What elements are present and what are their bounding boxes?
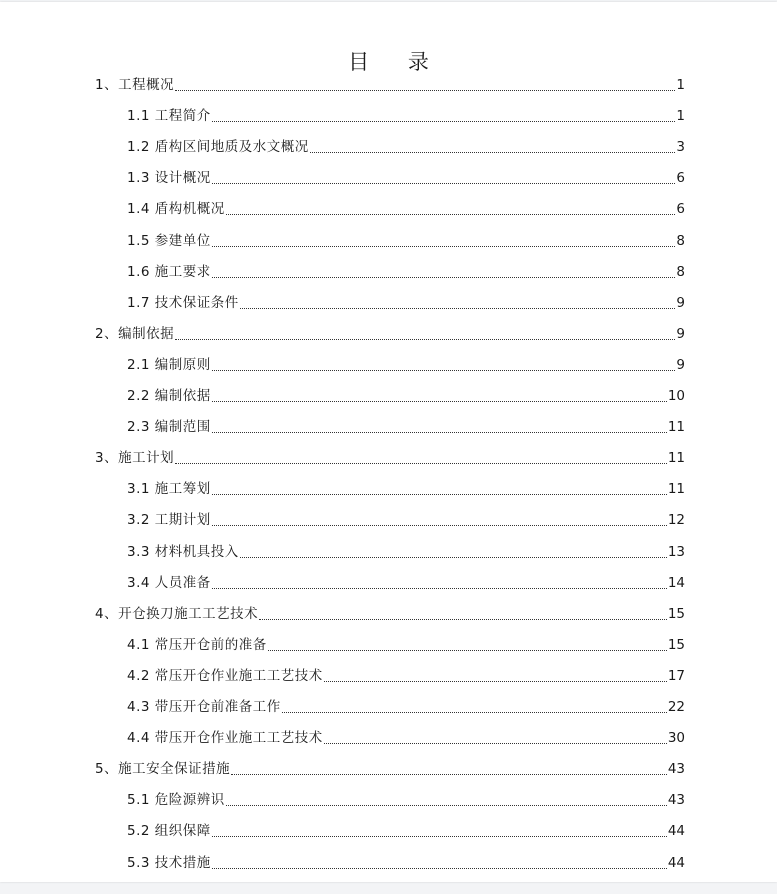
toc-entry-label: 2、编制依据: [95, 325, 175, 342]
toc-subsection[interactable]: [127, 230, 685, 252]
toc-entry-label: 1.1 工程简介: [127, 108, 211, 125]
toc-entry-label: 4.3 带压开仓前准备工作: [127, 699, 281, 715]
toc-dot-leader: [282, 712, 667, 713]
toc-entry-label: 1.5 参建单位: [127, 232, 211, 249]
toc-page-number: 22: [667, 699, 685, 715]
toc-subsection[interactable]: [127, 385, 685, 407]
toc-subsection[interactable]: [127, 852, 685, 874]
toc-entry-label: 1.3 设计概况: [127, 170, 211, 187]
toc-entry-label: 1.7 技术保证条件: [127, 294, 239, 311]
toc-dot-leader: [310, 152, 676, 153]
toc-entry-label: 2.3 编制范围: [127, 419, 211, 436]
toc-title: 目 录: [348, 50, 445, 74]
toc-page-number: 11: [667, 419, 685, 436]
toc-section[interactable]: [95, 447, 685, 469]
toc-subsection[interactable]: [127, 167, 685, 189]
toc-dot-leader: [324, 681, 667, 682]
toc-dot-leader: [212, 432, 667, 433]
toc-page-number: 15: [667, 605, 685, 622]
toc-page-number: 43: [667, 792, 685, 809]
toc-page-number: 1: [676, 108, 685, 125]
toc-page-number: 6: [676, 201, 685, 218]
toc-page-number: 8: [676, 232, 685, 249]
toc-entry-label: 4、开仓换刀施工工艺技术: [95, 605, 259, 622]
toc-entry-label: 3.1 施工筹划: [127, 481, 211, 498]
toc-entry-label: 1、工程概况: [95, 77, 175, 93]
toc-entry-label: 4.2 常压开仓作业施工工艺技术: [127, 667, 323, 684]
toc-page-number: 3: [676, 139, 685, 156]
toc-page-number: 8: [676, 263, 685, 280]
toc-page-number: 9: [676, 325, 685, 342]
toc-subsection[interactable]: [127, 634, 685, 656]
toc-page-number: 15: [667, 636, 685, 653]
toc-subsection[interactable]: [127, 478, 685, 500]
toc-entry-label: 1.2 盾构区间地质及水文概况: [127, 139, 309, 156]
toc-dot-leader: [212, 183, 676, 184]
toc-dot-leader: [212, 588, 667, 589]
toc-subsection[interactable]: [127, 727, 685, 749]
toc-dot-leader: [212, 525, 667, 526]
toc-entry-label: 3、施工计划: [95, 450, 175, 467]
toc-subsection[interactable]: [127, 261, 685, 283]
toc-dot-leader: [212, 121, 676, 122]
toc-page-number: 11: [667, 450, 685, 467]
toc-dot-leader: [212, 494, 667, 495]
toc-entry-label: 3.3 材料机具投入: [127, 543, 239, 560]
toc-subsection[interactable]: [127, 136, 685, 158]
toc-dot-leader: [212, 246, 676, 247]
toc-subsection[interactable]: [127, 789, 685, 811]
toc-entry-label: 3.4 人员准备: [127, 574, 211, 591]
toc-dot-leader: [240, 308, 676, 309]
toc-page-number: 17: [667, 667, 685, 684]
toc-page-number: 30: [667, 730, 685, 747]
document-page: [0, 2, 777, 882]
toc-page-number: 10: [667, 388, 685, 404]
toc-dot-leader: [212, 277, 676, 278]
toc-page-number: 6: [676, 170, 685, 187]
toc-subsection[interactable]: [127, 665, 685, 687]
toc-subsection[interactable]: [127, 292, 685, 314]
toc-dot-leader: [259, 619, 667, 620]
toc-subsection[interactable]: [127, 105, 685, 127]
toc-section[interactable]: [95, 323, 685, 345]
toc-subsection[interactable]: [127, 541, 685, 563]
toc-page-number: 1: [676, 77, 685, 93]
toc-entry-label: 1.4 盾构机概况: [127, 201, 225, 218]
toc-subsection[interactable]: [127, 820, 685, 842]
toc-dot-leader: [226, 214, 676, 215]
toc-dot-leader: [212, 836, 667, 837]
toc-page-number: 44: [667, 854, 685, 871]
toc-page-number: 43: [667, 761, 685, 778]
toc-subsection[interactable]: [127, 416, 685, 438]
toc-section[interactable]: [95, 603, 685, 625]
toc-dot-leader: [240, 557, 667, 558]
toc-page-number: 9: [676, 294, 685, 311]
toc-page-number: 14: [667, 574, 685, 591]
toc-dot-leader: [175, 90, 675, 91]
toc-subsection[interactable]: [127, 509, 685, 531]
toc-entry-label: 2.1 编制原则: [127, 356, 211, 373]
toc-page-number: 11: [667, 481, 685, 498]
toc-entry-label: 4.4 带压开仓作业施工工艺技术: [127, 730, 323, 747]
toc-subsection[interactable]: [127, 572, 685, 594]
toc-dot-leader: [268, 650, 667, 651]
toc-section[interactable]: [95, 758, 685, 780]
toc-dot-leader: [324, 743, 667, 744]
toc-section[interactable]: [95, 74, 685, 96]
toc-subsection[interactable]: [127, 354, 685, 376]
toc-entry-label: 5.2 组织保障: [127, 823, 211, 840]
toc-entry-label: 5.1 危险源辨识: [127, 792, 225, 809]
toc-entry-label: 5、施工安全保证措施: [95, 761, 231, 778]
toc-subsection[interactable]: [127, 696, 685, 718]
toc-entry-label: 3.2 工期计划: [127, 512, 211, 529]
toc-entry-label: 5.3 技术措施: [127, 854, 211, 871]
toc-entry-label: 4.1 常压开仓前的准备: [127, 636, 267, 653]
toc-dot-leader: [212, 401, 667, 402]
toc-page-number: 44: [667, 823, 685, 840]
toc-page-number: 9: [676, 356, 685, 373]
toc-list: [0, 2, 777, 882]
toc-dot-leader: [175, 339, 675, 340]
toc-dot-leader: [212, 370, 676, 371]
toc-dot-leader: [212, 868, 667, 869]
toc-entry-label: 1.6 施工要求: [127, 263, 211, 280]
toc-dot-leader: [231, 774, 667, 775]
toc-dot-leader: [226, 805, 667, 806]
toc-entry-label: 2.2 编制依据: [127, 388, 211, 404]
toc-dot-leader: [175, 463, 667, 464]
toc-subsection[interactable]: [127, 198, 685, 220]
toc-page-number: 13: [667, 543, 685, 560]
toc-page-number: 12: [667, 512, 685, 529]
